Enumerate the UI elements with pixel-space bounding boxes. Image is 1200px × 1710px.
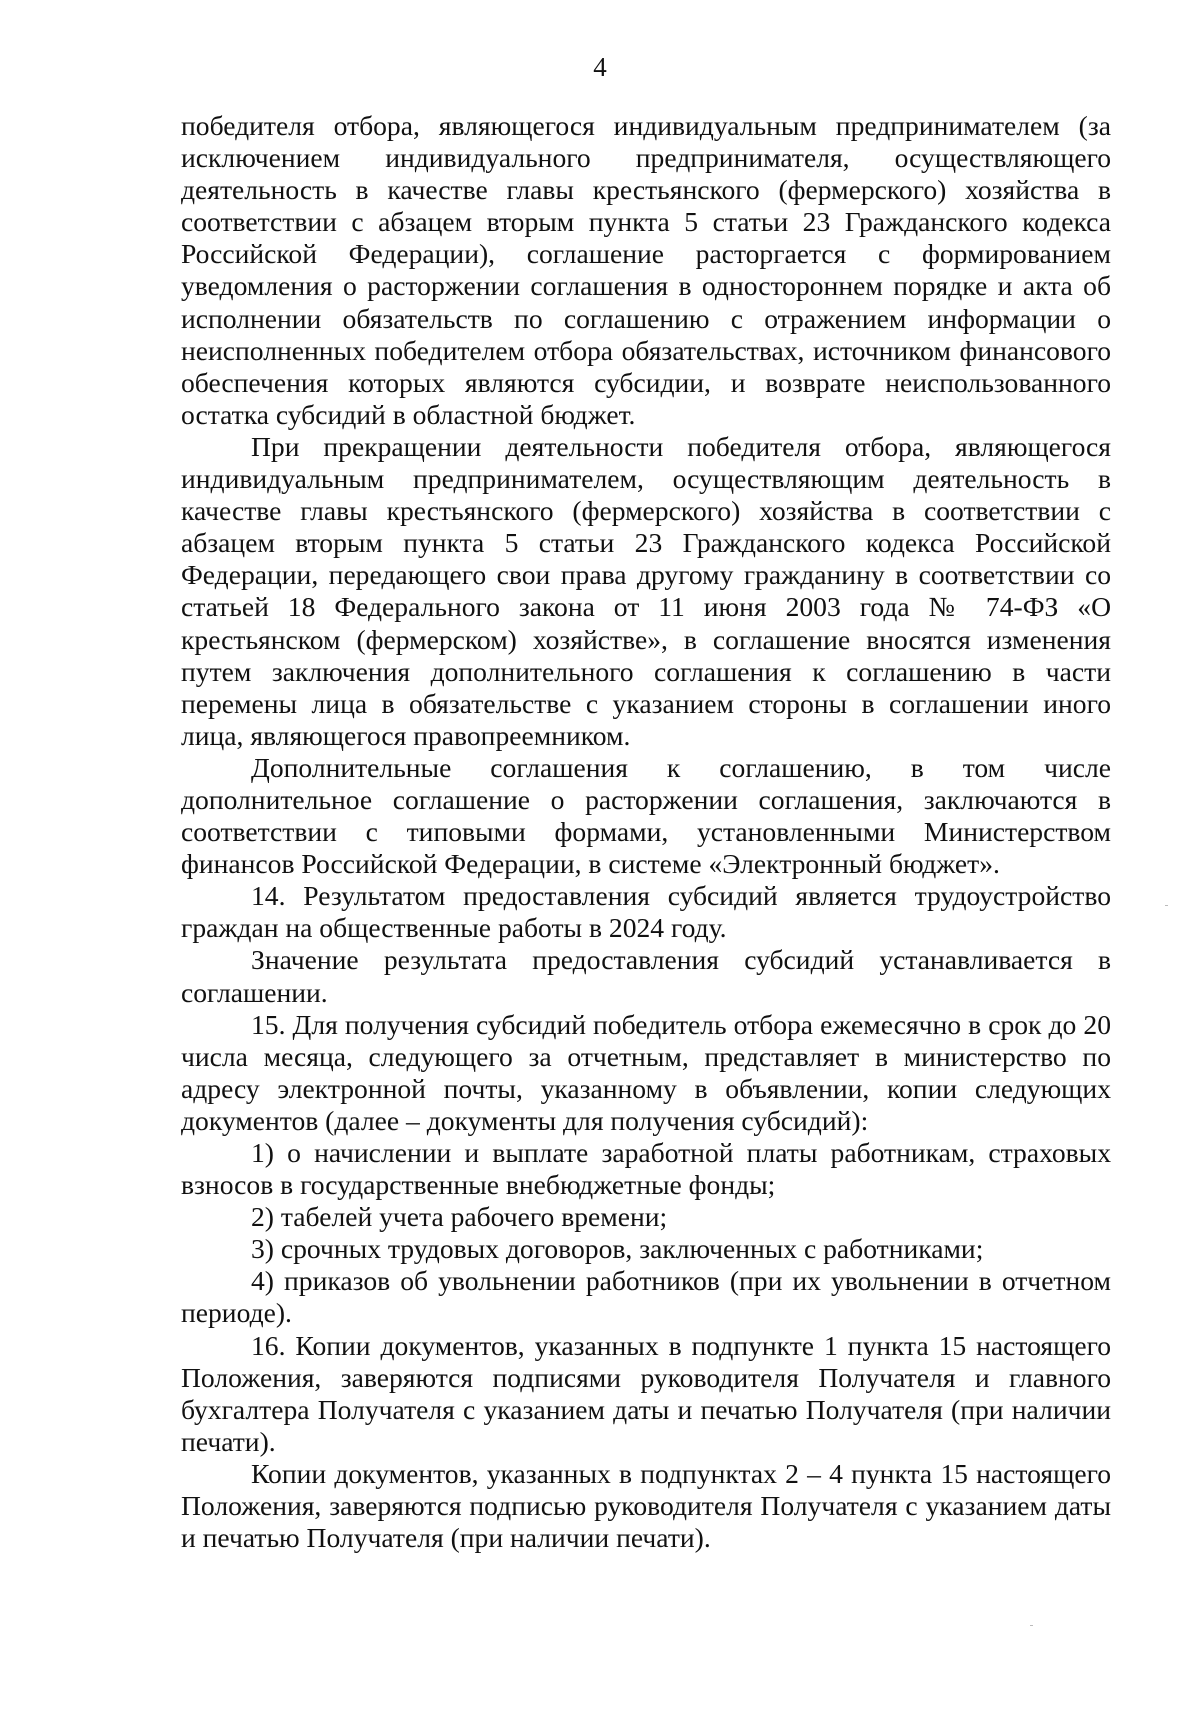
document-body bbox=[181, 110, 1111, 1554]
paragraph-item-14: 14. Результатом предоставления субсидий является трудоустройство граждан на общественные работы в 2024 году. bbox=[181, 880, 1111, 944]
paragraph-termination-farm: При прекращении деятельности победителя отбора, являющегося индивидуальным предпринимателем, осуществляющим деятельность в качестве главы крестьянского (фермерского) хозяйства в соответствии с абзацем вторым пункта 5 статьи 23 Гражданского кодекса Российской Федерации, передающего свои права другому гражданину в соответствии со статьей 18 Федерального закона от 11 июня 2003 года № 74-ФЗ «О крестьянском (фермерском) хозяйстве», в соглашение вносятся изменения путем заключения дополнительного соглашения к соглашению в части перемены лица в обязательстве с указанием стороны в соглашении иного лица, являющегося правопреемником. bbox=[181, 430, 1111, 751]
paragraph-copies-2-4: Копии документов, указанных в подпунктах 2 – 4 пункта 15 настоящего Положения, заверяются подписью руководителя Получателя с указанием даты и печатью Получателя (при наличии печати). bbox=[181, 1457, 1111, 1554]
list-item-1: 1) о начислении и выплате заработной платы работникам, страховых взносов в государственные внебюджетные фонды; bbox=[181, 1137, 1111, 1201]
paragraph-result-value: Значение результата предоставления субсидий устанавливается в соглашении. bbox=[181, 944, 1111, 1008]
list-item-4: 4) приказов об увольнении работников (при их увольнении в отчетном периоде). bbox=[181, 1265, 1111, 1329]
scan-speck bbox=[1165, 905, 1168, 906]
paragraph-item-15: 15. Для получения субсидий победитель отбора ежемесячно в срок до 20 числа месяца, следующего за отчетным, представляет в министерство по адресу электронной почты, указанному в объявлении, копии следующих документов (далее – документы для получения субсидий): bbox=[181, 1008, 1111, 1136]
page-number: 4 bbox=[593, 52, 607, 82]
paragraph-additional-agreements: Дополнительные соглашения к соглашению, в том числе дополнительное соглашение о расторжении соглашения, заключаются в соответствии с типовыми формами, установленными Министерством финансов Российской Федерации, в системе «Электронный бюджет». bbox=[181, 751, 1111, 880]
scan-speck bbox=[1030, 1625, 1033, 1626]
paragraph-item-16: 16. Копии документов, указанных в подпункте 1 пункта 15 настоящего Положения, заверяются подписями руководителя Получателя и главного бухгалтера Получателя с указанием даты и печатью Получателя (при наличии печати). bbox=[181, 1329, 1111, 1457]
list-item-2: 2) табелей учета рабочего времени; bbox=[251, 1201, 668, 1233]
list-item-3: 3) срочных трудовых договоров, заключенных с работниками; bbox=[251, 1233, 984, 1265]
paragraph-continuation: победителя отбора, являющегося индивидуальным предпринимателем (за исключением индивидуального предпринимателя, осуществляющего деятельность в качестве главы крестьянского (фермерского) хозяйства в соответствии с абзацем вторым пункта 5 статьи 23 Гражданского кодекса Российской Федерации), соглашение расторгается с формированием уведомления о расторжении соглашения в одностороннем порядке и акта об исполнении обязательств по соглашению с отражением информации о неисполненных победителем отбора обязательствах, источником финансового обеспечения которых являются субсидии, и возврате неиспользованного остатка субсидий в областной бюджет. bbox=[181, 110, 1111, 430]
